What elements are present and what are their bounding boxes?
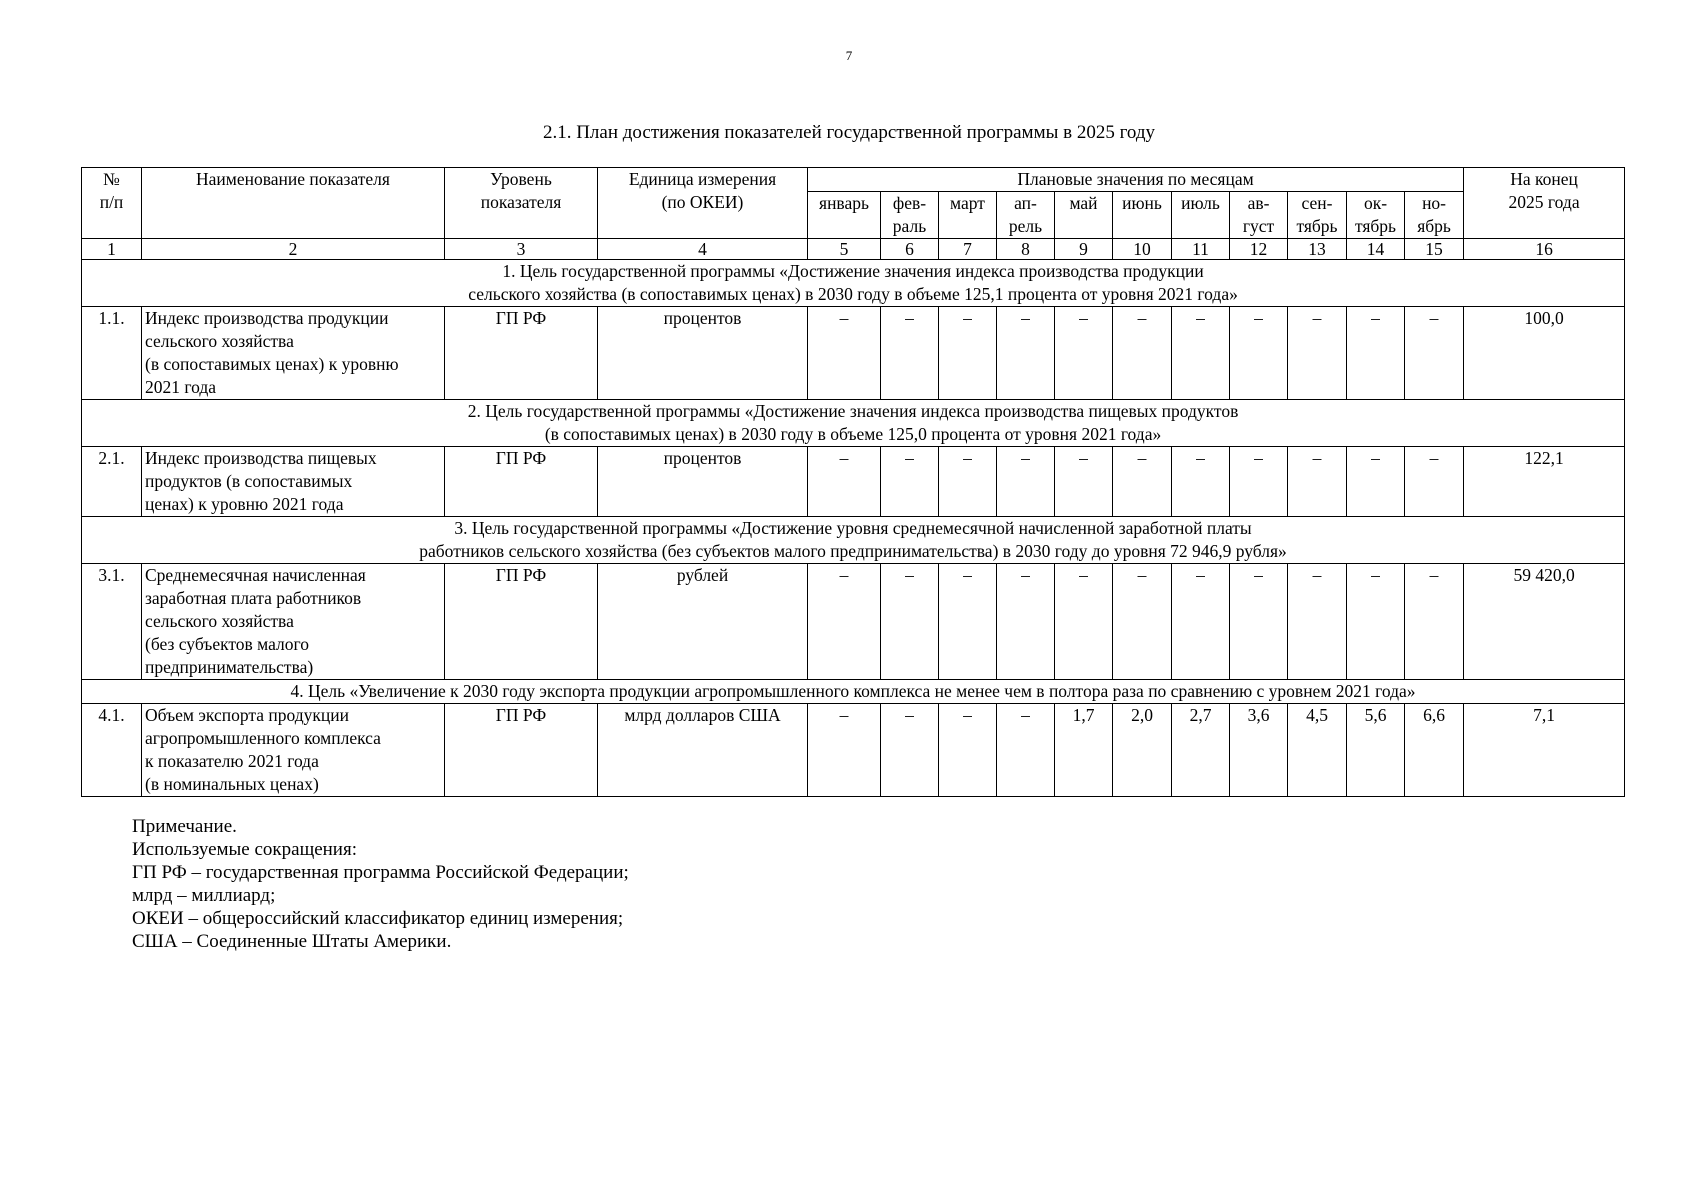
indicator-month-value: –: [1288, 564, 1347, 680]
goal-row: [82, 680, 1625, 704]
indicator-name-line: предпринимательства): [145, 657, 314, 677]
column-number-cell: 12: [1230, 239, 1288, 260]
header-month-line2: густ: [1242, 216, 1275, 236]
indicator-end-value: 59 420,0: [1464, 564, 1625, 680]
indicator-name: [142, 307, 445, 400]
note-line: ГП РФ – государственная программа Российской Федерации;: [132, 862, 629, 883]
document-title: 2.1. План достижения показателей государственной программы в 2025 году: [542, 122, 1156, 143]
indicator-name-line: заработная плата работников: [145, 588, 362, 608]
indicator-month-value: 1,7: [1055, 704, 1113, 797]
column-number-cell: 10: [1113, 239, 1172, 260]
indicator-month-value: –: [1230, 307, 1288, 400]
header-month-line1: январь: [819, 193, 869, 213]
indicator-month-value: –: [1405, 564, 1464, 680]
indicator-name-line: (без субъектов малого: [145, 634, 310, 654]
indicator-month-value: –: [881, 704, 939, 797]
indicator-month-value: –: [1172, 307, 1230, 400]
page-number: 7: [845, 48, 853, 63]
header-name-cell: Наименование показателя: [142, 168, 445, 239]
indicator-month-value: –: [1113, 307, 1172, 400]
header-level-line2: показателя: [480, 192, 562, 212]
indicator-month-value: –: [1405, 447, 1464, 517]
notes-block: [132, 815, 629, 953]
indicator-month-value: –: [1347, 447, 1405, 517]
indicator-unit: рублей: [598, 564, 808, 680]
header-month-cell: [1055, 192, 1113, 239]
goal-row: [82, 517, 1625, 564]
indicator-number: 1.1.: [82, 307, 142, 400]
indicator-name-line: агропромышленного комплекса: [145, 728, 381, 748]
indicator-month-value: 2,7: [1172, 704, 1230, 797]
header-no-cell: [82, 168, 142, 239]
indicator-month-value: –: [1347, 564, 1405, 680]
indicator-level: ГП РФ: [445, 704, 598, 797]
header-month-line2: тябрь: [1354, 216, 1397, 236]
indicator-month-value: –: [939, 447, 997, 517]
goal-row: [82, 260, 1625, 307]
note-line: Используемые сокращения:: [132, 839, 357, 860]
indicator-month-value: –: [808, 704, 881, 797]
note-line: США – Соединенные Штаты Америки.: [132, 931, 452, 952]
header-month-cell: [1230, 192, 1288, 239]
indicator-month-value: –: [997, 564, 1055, 680]
indicator-unit: процентов: [598, 307, 808, 400]
indicator-name: [142, 704, 445, 797]
header-no-line1: №: [103, 169, 120, 189]
header-month-line2: рель: [1008, 216, 1043, 236]
indicator-month-value: 3,6: [1230, 704, 1288, 797]
column-number-cell: 2: [142, 239, 445, 260]
indicator-level: ГП РФ: [445, 447, 598, 517]
indicator-month-value: –: [939, 704, 997, 797]
indicator-row: [82, 307, 1625, 400]
column-number-cell: 1: [82, 239, 142, 260]
goal-title-cell: [82, 400, 1625, 447]
indicator-month-value: –: [1113, 564, 1172, 680]
indicator-unit: процентов: [598, 447, 808, 517]
header-month-line1: ап-: [1014, 193, 1037, 213]
goal-title-line: 3. Цель государственной программы «Достижение уровня среднемесячной начисленной заработной платы: [454, 518, 1252, 538]
indicator-month-value: –: [1288, 447, 1347, 517]
column-number-cell: 9: [1055, 239, 1113, 260]
header-unit-line2: (по ОКЕИ): [661, 192, 744, 212]
indicator-name-line: (в сопоставимых ценах) к уровню: [145, 354, 399, 374]
indicator-name: [142, 447, 445, 517]
indicator-name-line: (в номинальных ценах): [145, 774, 319, 794]
header-month-cell: [1288, 192, 1347, 239]
goal-title-line: сельского хозяйства (в сопоставимых ценах) в 2030 году в объеме 125,1 процента от уровня 2021 года»: [468, 284, 1238, 304]
header-month-line1: ав-: [1247, 193, 1270, 213]
indicator-month-value: –: [1055, 564, 1113, 680]
indicator-level: ГП РФ: [445, 307, 598, 400]
indicator-month-value: 2,0: [1113, 704, 1172, 797]
indicator-name-line: к показателю 2021 года: [145, 751, 319, 771]
indicator-name-line: продуктов (в сопоставимых: [145, 471, 353, 491]
header-month-cell: [1113, 192, 1172, 239]
indicator-unit: млрд долларов США: [598, 704, 808, 797]
indicator-month-value: –: [997, 307, 1055, 400]
column-number-cell: 11: [1172, 239, 1230, 260]
indicator-name-line: сельского хозяйства: [145, 611, 294, 631]
indicator-month-value: 6,6: [1405, 704, 1464, 797]
header-month-line1: ок-: [1363, 193, 1388, 213]
indicator-month-value: 5,6: [1347, 704, 1405, 797]
goal-title-cell: [82, 260, 1625, 307]
indicator-name-line: Индекс производства пищевых: [145, 448, 377, 468]
indicator-month-value: –: [1055, 447, 1113, 517]
header-month-cell: [939, 192, 997, 239]
indicator-row: [82, 564, 1625, 680]
header-end-line1: На конец: [1510, 169, 1578, 189]
indicator-name-line: сельского хозяйства: [145, 331, 294, 351]
column-number-cell: 3: [445, 239, 598, 260]
indicator-month-value: –: [808, 447, 881, 517]
indicator-month-value: –: [808, 564, 881, 680]
indicator-name-line: Индекс производства продукции: [145, 308, 389, 328]
header-month-line1: фев-: [892, 193, 927, 213]
indicator-name-line: Среднемесячная начисленная: [145, 565, 366, 585]
column-number-cell: 4: [598, 239, 808, 260]
plan-table-body: [82, 168, 1625, 797]
indicator-level: ГП РФ: [445, 564, 598, 680]
goal-title-line: 4. Цель «Увеличение к 2030 году экспорта продукции агропромышленного комплекса не менее чем в полтора раза по сравнению с уровнем 2021 года»: [290, 681, 1416, 701]
indicator-row: [82, 447, 1625, 517]
note-line: млрд – миллиард;: [132, 885, 276, 906]
indicator-number: 4.1.: [82, 704, 142, 797]
header-month-line2: раль: [892, 216, 927, 236]
indicator-month-value: –: [1288, 307, 1347, 400]
header-month-line1: март: [950, 193, 985, 213]
indicator-month-value: –: [1347, 307, 1405, 400]
indicator-number: 2.1.: [82, 447, 142, 517]
column-numbers-row: [82, 239, 1625, 260]
header-month-line1: июнь: [1122, 193, 1162, 213]
indicator-row: [82, 704, 1625, 797]
indicator-end-value: 100,0: [1464, 307, 1625, 400]
indicator-month-value: –: [1055, 307, 1113, 400]
indicator-month-value: –: [1113, 447, 1172, 517]
header-level-cell: [445, 168, 598, 239]
header-end-line2: 2025 года: [1508, 192, 1580, 212]
indicator-end-value: 122,1: [1464, 447, 1625, 517]
indicator-number: 3.1.: [82, 564, 142, 680]
header-month-cell: [1347, 192, 1405, 239]
header-month-line1: май: [1069, 193, 1098, 213]
notes-lines: [132, 838, 629, 953]
indicator-name-line: Объем экспорта продукции: [145, 705, 349, 725]
header-month-cell: [997, 192, 1055, 239]
header-month-line2: тябрь: [1296, 216, 1338, 236]
indicator-month-value: –: [881, 307, 939, 400]
plan-table: [81, 167, 1625, 797]
header-row-top: [82, 168, 1625, 192]
header-unit-cell: [598, 168, 808, 239]
header-end-cell: [1464, 168, 1625, 239]
goal-title-cell: [82, 517, 1625, 564]
column-number-cell: 14: [1347, 239, 1405, 260]
header-no-line2: п/п: [99, 192, 124, 212]
header-month-line1: июль: [1181, 193, 1220, 213]
notes-heading: Примечание.: [132, 816, 237, 837]
indicator-name-line: 2021 года: [145, 377, 217, 397]
goal-title-cell: [82, 680, 1625, 704]
indicator-month-value: 4,5: [1288, 704, 1347, 797]
column-number-cell: 16: [1464, 239, 1625, 260]
header-month-line1: но-: [1422, 193, 1447, 213]
header-month-line1: сен-: [1301, 193, 1333, 213]
indicator-month-value: –: [997, 447, 1055, 517]
column-number-cell: 13: [1288, 239, 1347, 260]
column-number-cell: 6: [881, 239, 939, 260]
header-month-cell: [881, 192, 939, 239]
indicator-end-value: 7,1: [1464, 704, 1625, 797]
header-monthly-group: Плановые значения по месяцам: [808, 168, 1464, 192]
indicator-month-value: –: [808, 307, 881, 400]
column-number-cell: 8: [997, 239, 1055, 260]
header-month-cell: [1405, 192, 1464, 239]
indicator-name-line: ценах) к уровню 2021 года: [145, 494, 344, 514]
indicator-month-value: –: [997, 704, 1055, 797]
header-unit-line1: Единица измерения: [628, 169, 777, 189]
indicator-month-value: –: [881, 564, 939, 680]
indicator-month-value: –: [1230, 447, 1288, 517]
goal-title-line: (в сопоставимых ценах) в 2030 году в объеме 125,0 процента от уровня 2021 года»: [544, 424, 1162, 444]
indicator-name: [142, 564, 445, 680]
goal-row: [82, 400, 1625, 447]
header-month-cell: [808, 192, 881, 239]
note-line: ОКЕИ – общероссийский классификатор единиц измерения;: [132, 908, 624, 929]
header-month-cell: [1172, 192, 1230, 239]
goal-title-line: 2. Цель государственной программы «Достижение значения индекса производства пищевых продуктов: [467, 401, 1239, 421]
indicator-month-value: –: [881, 447, 939, 517]
indicator-month-value: –: [939, 307, 997, 400]
goal-title-line: работников сельского хозяйства (без субъектов малого предпринимательства) в 2030 году до уровня 72 946,9 рубля»: [419, 541, 1287, 561]
header-month-line2: ябрь: [1417, 216, 1451, 236]
indicator-month-value: –: [1230, 564, 1288, 680]
column-number-cell: 15: [1405, 239, 1464, 260]
header-level-line1: Уровень: [490, 169, 552, 189]
indicator-month-value: –: [1405, 307, 1464, 400]
indicator-month-value: –: [939, 564, 997, 680]
column-number-cell: 5: [808, 239, 881, 260]
indicator-month-value: –: [1172, 447, 1230, 517]
goal-title-line: 1. Цель государственной программы «Достижение значения индекса производства продукции: [502, 261, 1204, 281]
indicator-month-value: –: [1172, 564, 1230, 680]
column-number-cell: 7: [939, 239, 997, 260]
